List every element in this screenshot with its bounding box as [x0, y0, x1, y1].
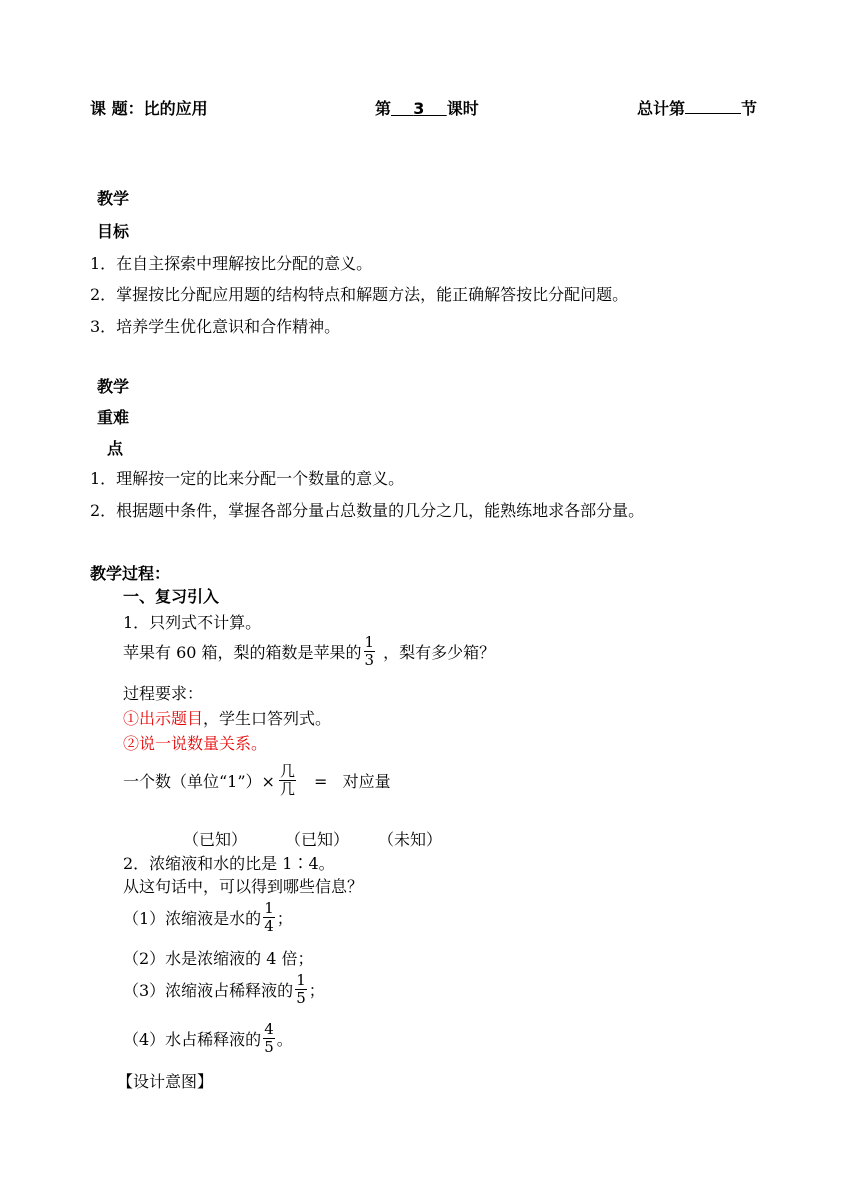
requirement-2: ②说一说数量关系。	[123, 734, 268, 753]
question-2-prompt: 从这句话中，可以得到哪些信息？	[123, 877, 364, 896]
question-2: 2．浓缩液和水的比是 1∶4。	[123, 854, 335, 873]
period-prefix: 第	[375, 99, 392, 118]
objectives-label-1: 教学	[97, 189, 130, 208]
requirements-label: 过程要求：	[123, 684, 204, 703]
objectives-label-2: 目标	[97, 222, 130, 241]
unknown-label: （未知）	[378, 830, 443, 849]
requirement-1-highlight: ①出示题目	[123, 709, 204, 728]
info-item-2: （2）水是浓缩液的 4 倍；	[123, 949, 314, 968]
process-title: 教学过程：	[90, 564, 171, 583]
total-blank	[685, 99, 741, 114]
q1-text-a: 苹果有 60 箱，梨的箱数是苹果的	[123, 643, 362, 662]
fraction-denominator: 3	[364, 651, 375, 669]
fraction-one-fifth	[295, 972, 307, 1007]
requirement-1	[123, 706, 331, 729]
question-1-text	[123, 634, 495, 669]
total-label	[637, 96, 757, 119]
info-item-4	[123, 1021, 293, 1056]
info-4-end: 。	[276, 1030, 293, 1049]
fraction-numerator: 4	[264, 1020, 274, 1038]
info-item-3	[123, 972, 325, 1007]
objective-item: 3．培养学生优化意识和合作精神。	[90, 317, 341, 336]
known-label-2: （已知）	[285, 830, 350, 849]
fraction-denominator: 5	[296, 989, 306, 1007]
period-label	[375, 96, 479, 119]
keypoints-label-2: 重难	[97, 408, 130, 427]
q1-text-b: ，梨有多少箱？	[383, 643, 496, 662]
objective-item: 2．掌握按比分配应用题的结构特点和解题方法，能正确解答按比分配问题。	[90, 285, 629, 304]
fraction-numerator: 1	[364, 633, 375, 651]
fraction-one-third	[364, 634, 376, 669]
total-prefix: 总计第	[637, 99, 686, 118]
period-number	[391, 99, 447, 118]
keypoints-label-1: 教学	[97, 377, 130, 396]
keypoint-item: 1．理解按一定的比来分配一个数量的意义。	[90, 469, 405, 488]
keypoints-label-3: 点	[107, 439, 124, 458]
known-label-1: （已知）	[183, 830, 248, 849]
fraction-denominator: 几	[279, 780, 295, 798]
fraction-numerator: 几	[279, 762, 295, 780]
total-suffix: 节	[741, 99, 758, 118]
info-1-text: （1）浓缩液是水的	[123, 909, 262, 928]
keypoint-item: 2．根据题中条件，掌握各部分量占总数量的几分之几，能熟练地求各部分量。	[90, 501, 645, 520]
requirement-1-rest: ，学生口答列式。	[203, 709, 332, 728]
formula-fraction	[279, 763, 296, 798]
fraction-numerator: 1	[296, 971, 306, 989]
section-review: 一、复习引入	[123, 587, 220, 606]
info-3-text: （3）浓缩液占稀释液的	[123, 981, 294, 1000]
fraction-four-fifths	[263, 1021, 275, 1056]
question-1: 1．只列式不计算。	[123, 613, 262, 632]
fraction-numerator: 1	[264, 899, 274, 917]
fraction-one-fourth	[263, 900, 275, 935]
quantity-formula	[123, 763, 391, 798]
fraction-denominator: 5	[264, 1038, 274, 1056]
info-1-end: ；	[276, 909, 293, 928]
period-suffix: 课时	[446, 99, 479, 118]
formula-right: = 对应量	[313, 772, 391, 791]
info-item-1	[123, 900, 293, 935]
objective-item: 1．在自主探索中理解按比分配的意义。	[90, 254, 373, 273]
design-intent: 【设计意图】	[117, 1072, 214, 1091]
info-4-text: （4）水占稀释液的	[123, 1030, 262, 1049]
topic-title: 课 题：比的应用	[90, 99, 208, 118]
info-3-end: ；	[308, 981, 325, 1000]
formula-left: 一个数（单位“1”）×	[123, 772, 275, 791]
fraction-denominator: 4	[264, 917, 274, 935]
period-number-value: 3	[413, 99, 425, 118]
